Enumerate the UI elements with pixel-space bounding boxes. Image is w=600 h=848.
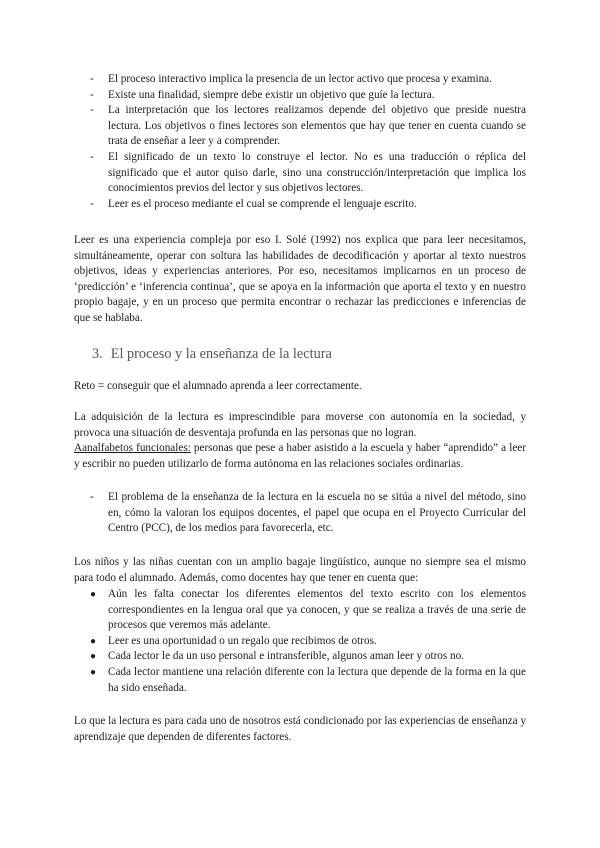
dash-marker: - xyxy=(90,73,94,85)
section-heading xyxy=(92,345,332,363)
paragraph-adquisicion: La adquisición de la lectura es imprescindible para moverse con autonomía en la sociedad, y provoca una situación de desventaja profunda en las personas que no logran. Aanalfabetos funcionales: personas que pese a haber asistido a la escuela y haber “aprendido” a leer y escribir no pueden utilizarlo de forma autónoma en las relaciones sociales ordinarias. xyxy=(74,411,526,470)
list-item: - La interpretación que los lectores realizamos depende del objetivo que preside nuestra lectura. Los objetivos o fines lectores son elementos que hay que tener en cuenta cuando se trata de enseñar a leer y a comprender. xyxy=(90,104,526,148)
bullet-marker: ● xyxy=(90,651,97,663)
section-title: El proceso y la enseñanza de la lectura xyxy=(110,346,332,362)
term-analfabetos: Aanalfabetos funcionales: xyxy=(74,442,191,455)
section-number: 3. xyxy=(92,346,103,362)
dash-marker: - xyxy=(90,150,94,163)
paragraph-sole: Leer es una experiencia compleja por eso I. Solé (1992) nos explica que para leer necesitamos, simultáneamente, operar con soltura las habilidades de decodificación y aportar al texto nuestros objetivos, ideas y experiencias anteriores. Por eso, necesitamos implicarnos en un proceso de ‘predicción’ e ‘inferencia continua’, que se apoya en la información que aporta el texto y en nuestro propio bagaje, y en un proceso que permita encontrar o rechazar las predicciones e inferencias de que se hablaba. xyxy=(74,234,526,324)
list-item: - El problema de la enseñanza de la lectura en la escuela no se sitúa a nivel del método, sino en, cómo la valoran los equipos docentes, el papel que ocupa en el Proyecto Curricular del Centro (PCC), de los medios para favorecerla, etc. xyxy=(90,491,526,535)
list-item: ● Cada lector mantiene una relación diferente con la lectura que depende de la forma en la que ha sido enseñada. xyxy=(90,665,526,694)
list-item: - Leer es el proceso mediante el cual se comprende el lenguaje escrito. xyxy=(74,197,526,213)
list-item: ● Leer es una oportunidad o un regalo que recibimos de otros. xyxy=(74,634,526,650)
bullet-marker: ● xyxy=(90,635,97,647)
bullet-marker: ● xyxy=(90,666,97,678)
bullet-marker: ● xyxy=(90,589,97,600)
list-item: - El proceso interactivo implica la presencia de un lector activo que procesa y examina. xyxy=(74,72,526,88)
list-item: ● Cada lector le da un uso personal e intransferible, algunos aman leer y otros no. xyxy=(74,649,526,665)
paragraph-ninos: Los niños y las niñas cuentan con un amplio bagaje lingüístico, aunque no siempre sea el mismo para todo el alumnado. Además, como docentes hay que tener en cuenta que: xyxy=(74,556,526,584)
dash-marker: - xyxy=(90,197,94,210)
list-item: - El significado de un texto lo construye el lector. No es una traducción o réplica del significado que el autor quiso darle, sino una construcción/interpretación que implica los conocimientos previos del lector y sus objetivos lectores. xyxy=(90,150,526,195)
dash-marker: - xyxy=(90,88,94,101)
reto-line: Reto = conseguir que el alumnado aprenda a leer correctamente. xyxy=(74,380,362,392)
list-item: ● Aún les falta conectar los diferentes elementos del texto escrito con los elementos correspondientes en la lengua oral que ya conocen, y que se realiza a través de una serie de procesos que veremos más adelante. xyxy=(90,588,526,632)
list-item: - Existe una finalidad, siempre debe existir un objetivo que guíe la lectura. xyxy=(74,88,526,104)
paragraph-conclusion: Lo que la lectura es para cada uno de nosotros está condicionado por las experiencias de enseñanza y aprendizaje que dependen de diferentes factores. xyxy=(74,715,526,743)
dash-marker: - xyxy=(90,104,94,117)
problem-list xyxy=(74,490,526,537)
dash-marker: - xyxy=(90,491,94,503)
considerations-list xyxy=(74,587,526,696)
objectives-list xyxy=(74,72,526,212)
